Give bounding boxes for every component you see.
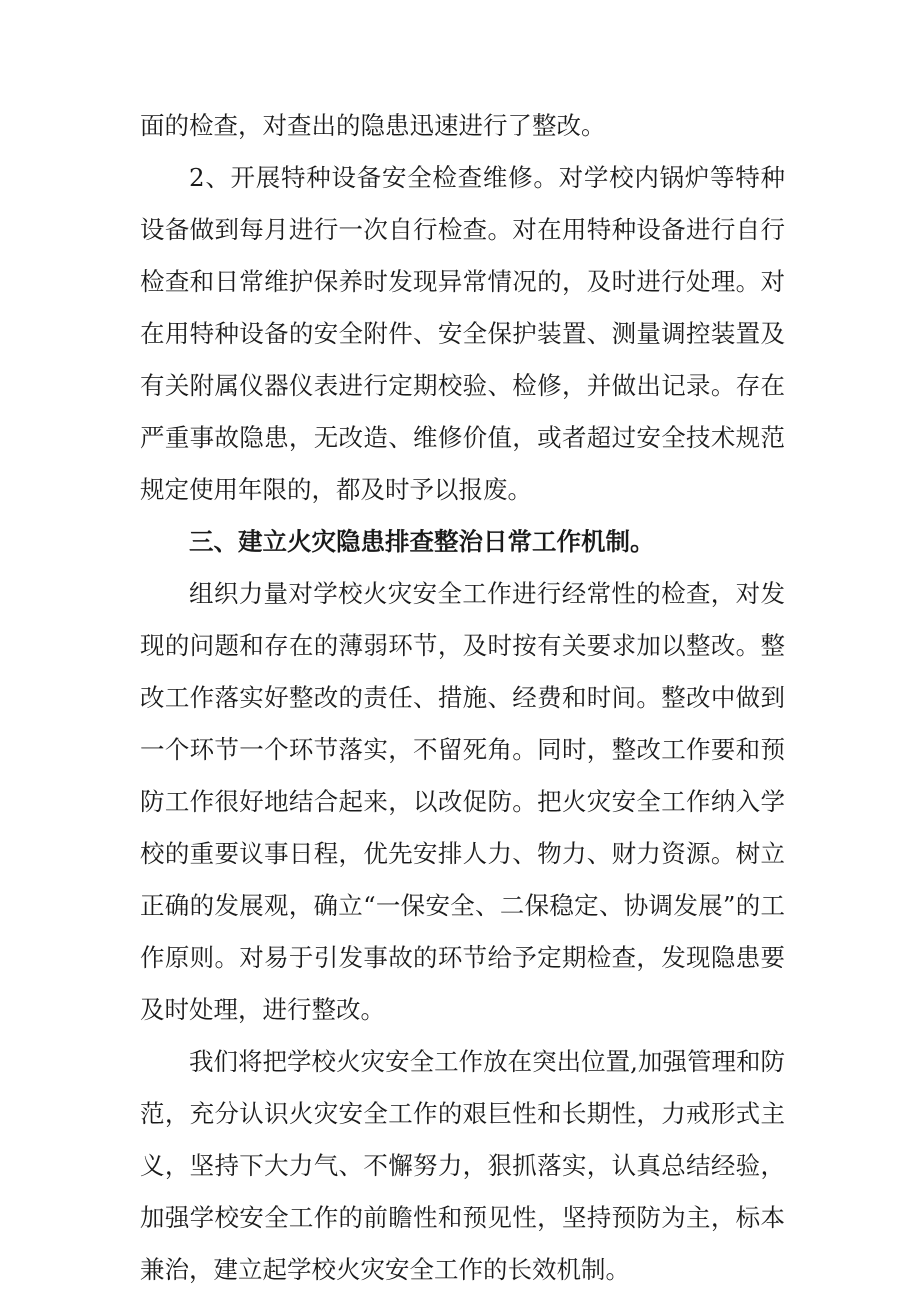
paragraph-conclusion: 我们将把学校火灾安全工作放在突出位置,加强管理和防范，充分认识火灾安全工作的艰巨性和长期性，力戒形式主义，坚持下大力气、不懈努力，狠抓落实，认真总结经验，加强学校安全工作的前瞻性和预见性，坚持预防为主，标本兼治，建立起学校火灾安全工作的长效机制。 — [140, 1047, 785, 1284]
paragraph-special-equipment: 2、开展特种设备安全检查维修。对学校内锅炉等特种设备做到每月进行一次自行检查。对在用特种设备进行自行检查和日常维护保养时发现异常情况的，及时进行处理。对在用特种设备的安全附件、安全保护装置、测量调控装置及有关附属仪器仪表进行定期校验、检修，并做出记录。存在严重事故隐患，无改造、维修价值，或者超过安全技术规范规定使用年限的，都及时予以报废。 — [140, 163, 785, 504]
paragraph-inspection: 组织力量对学校火灾安全工作进行经常性的检查，对发现的问题和存在的薄弱环节，及时按有关要求加以整改。整改工作落实好整改的责任、措施、经费和时间。整改中做到一个环节一个环节落实，不留死角。同时，整改工作要和预防工作很好地结合起来，以改促防。把火灾安全工作纳入学校的重要议事日程，优先安排人力、物力、财力资源。树立正确的发展观，确立“一保安全、二保稳定、协调发展”的工作原则。对易于引发事故的环节给予定期检查，发现隐患要及时处理，进行整改。 — [140, 579, 785, 1024]
paragraph-continuation: 面的检查，对查出的隐患迅速进行了整改。 — [140, 111, 606, 140]
document-body — [140, 100, 785, 1296]
section-heading-fire-hazard: 三、建立火灾隐患排查整治日常工作机制。 — [189, 527, 655, 556]
